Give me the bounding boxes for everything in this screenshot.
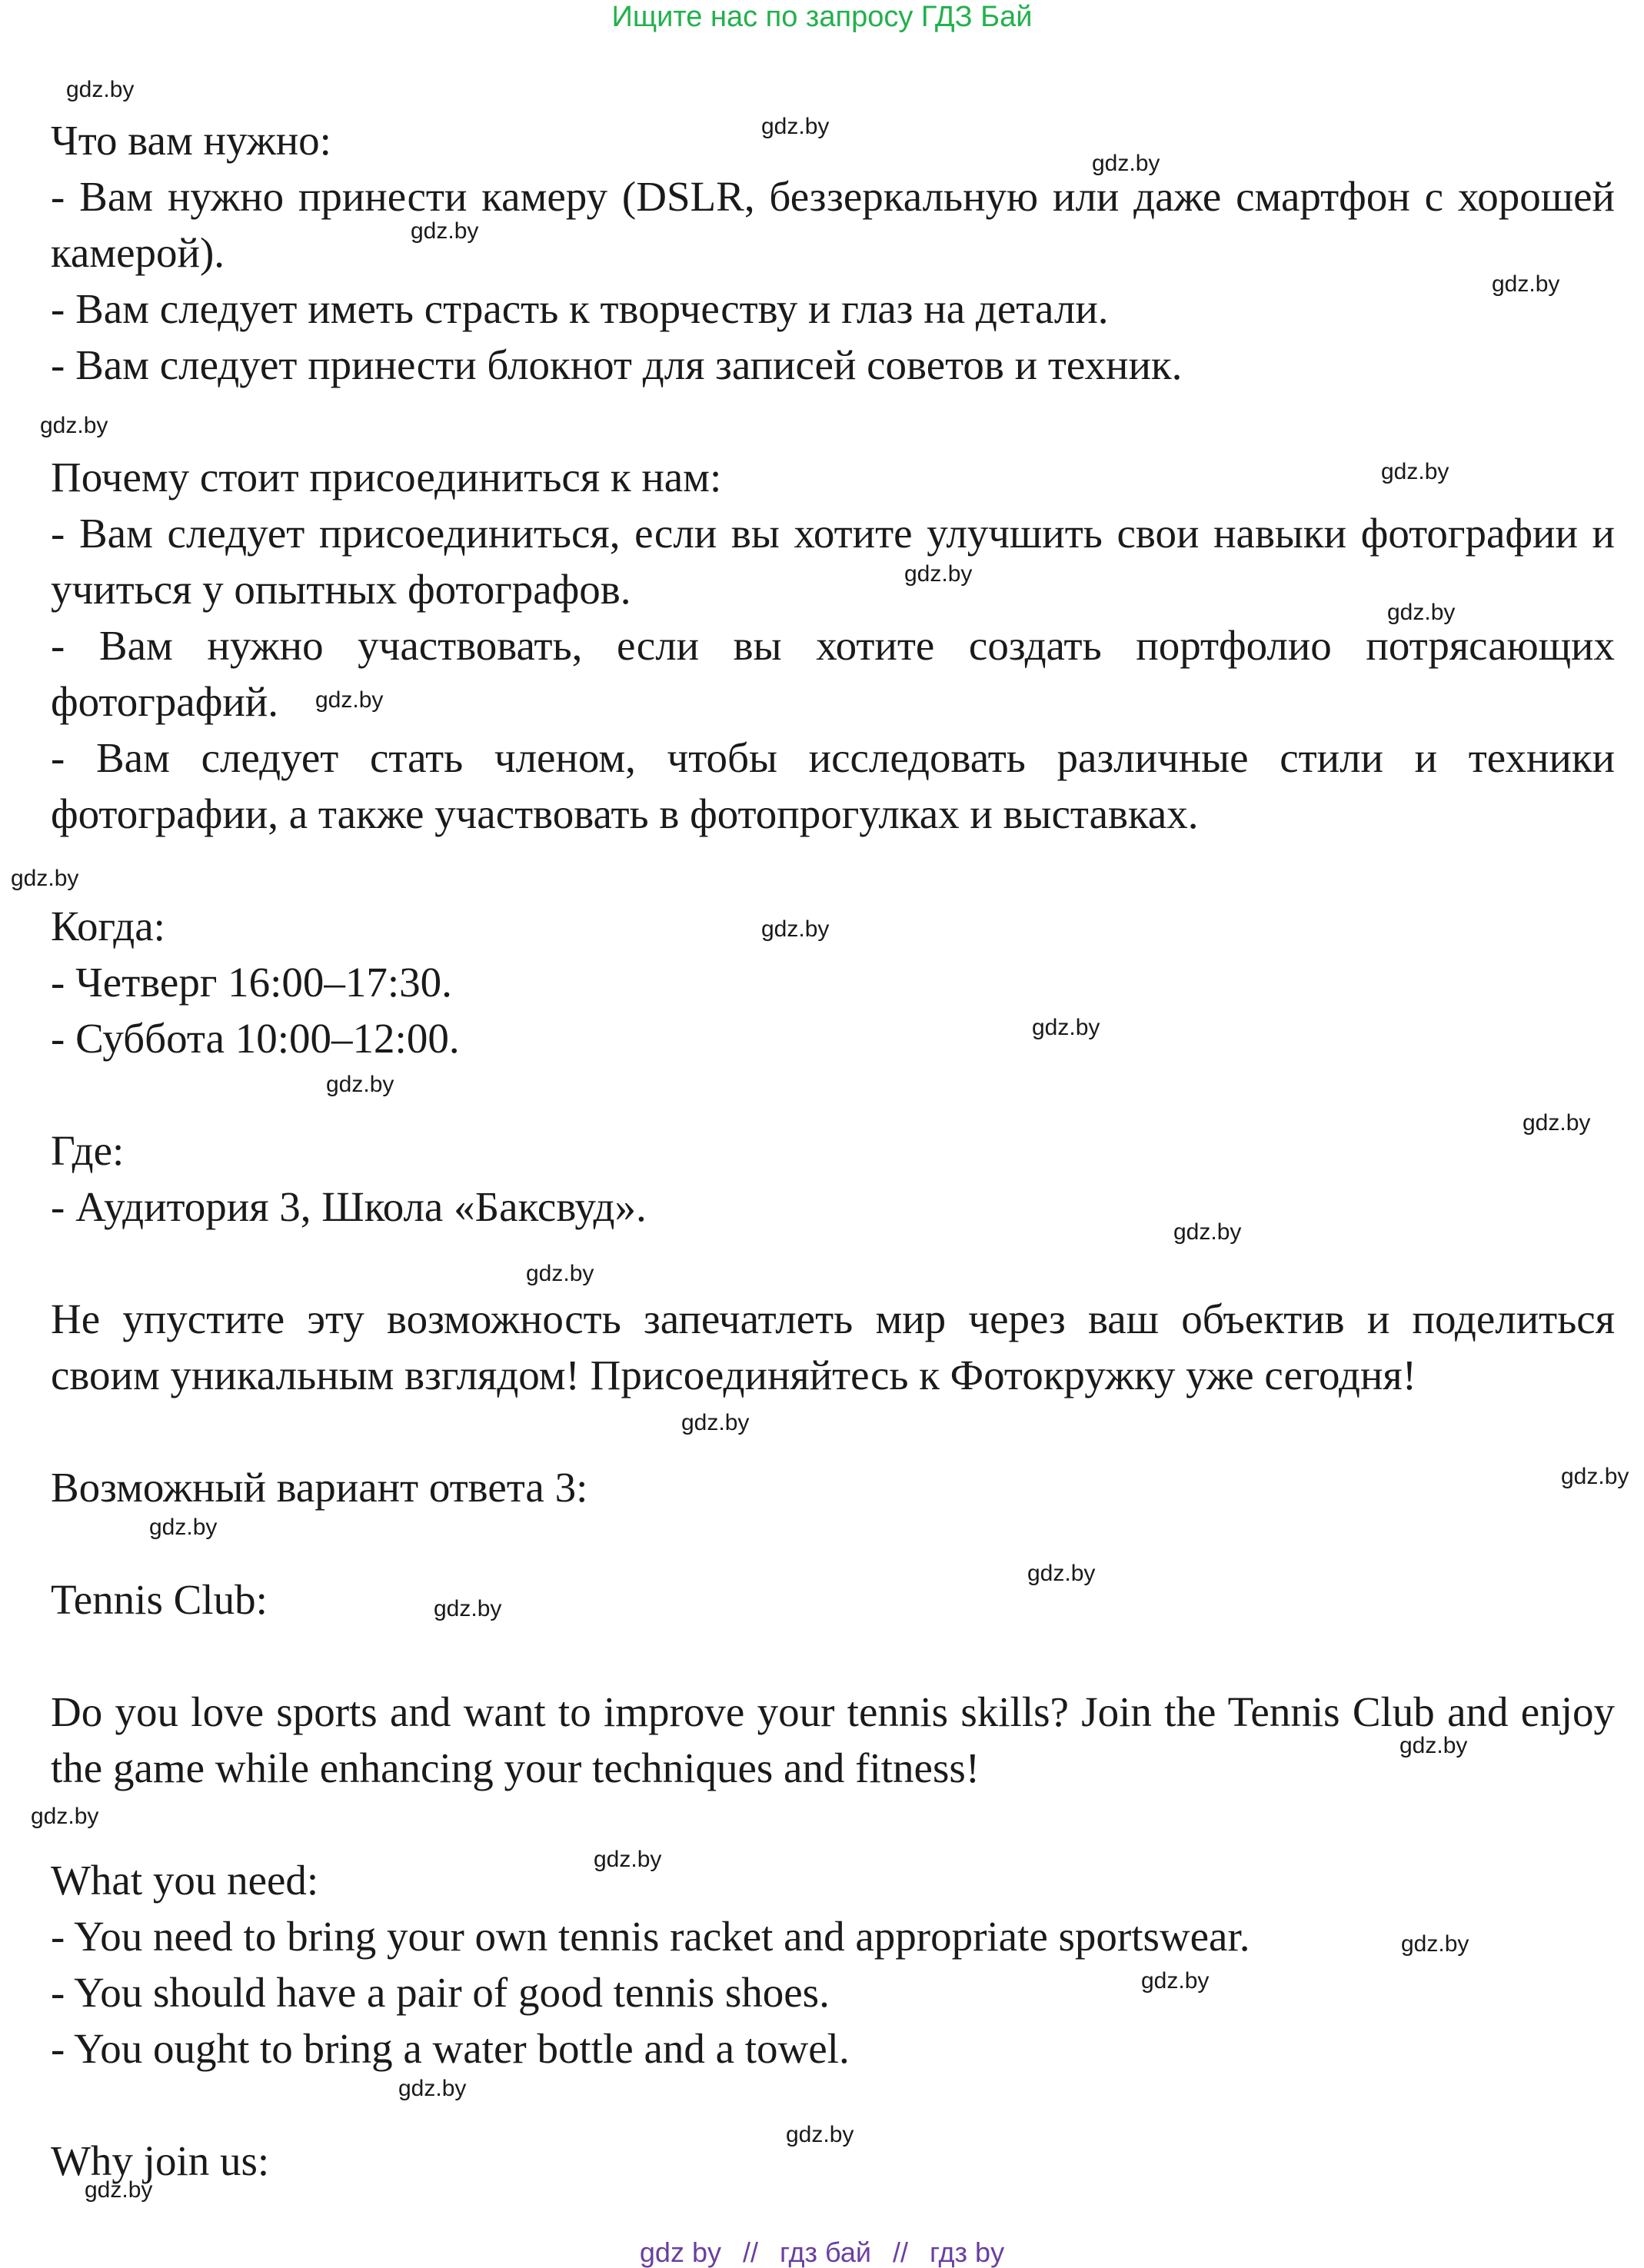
watermark: gdz.by	[315, 687, 384, 713]
watermark: gdz.by	[1032, 1015, 1100, 1040]
list-item: - Вам следует стать членом, чтобы исследовать различные стили и техники фотографии, а также участвовать в фотопрогулках и выставках.	[51, 734, 1615, 837]
answer-variant-heading: Возможный вариант ответа 3:	[51, 1464, 588, 1511]
watermark: gdz.by	[149, 1515, 218, 1540]
watermark: gdz.by	[1173, 1219, 1242, 1245]
top-banner: Ищите нас по запросу ГДЗ Бай	[611, 1, 1033, 33]
watermark: gdz.by	[66, 77, 135, 102]
watermark: gdz.by	[1492, 271, 1560, 297]
list-item: - Вам следует иметь страсть к творчеству и глаз на детали.	[51, 285, 1109, 332]
section-when	[51, 898, 1615, 1066]
watermark: gdz.by	[411, 218, 479, 244]
watermark: gdz.by	[1387, 600, 1456, 625]
list-item: - You ought to bring a water bottle and a towel.	[51, 2025, 850, 2072]
list-item: - Вам следует присоединиться, если вы хотите улучшить свои навыки фотографии и учиться у опытных фотографов.	[51, 510, 1615, 613]
watermark: gdz.by	[1561, 1464, 1629, 1489]
section-heading: Почему стоит присоединиться к нам:	[51, 454, 722, 500]
watermark: gdz.by	[1523, 1110, 1591, 1136]
watermark: gdz.by	[786, 2122, 854, 2147]
list-item: - Вам следует принести блокнот для записей советов и техник.	[51, 341, 1183, 388]
list-item: - Вам нужно принести камеру (DSLR, беззеркальную или даже смартфон с хорошей камерой).	[51, 173, 1615, 276]
list-item: - Аудитория 3, Школа «Баксвуд».	[51, 1183, 647, 1230]
footer-link[interactable]: гдз by	[930, 2236, 1005, 2268]
section-club	[51, 1571, 1615, 1628]
section-variant	[51, 1459, 1615, 1515]
section-need-en	[51, 1852, 1615, 2077]
watermark: gdz.by	[1381, 459, 1449, 484]
watermark: gdz.by	[398, 2076, 467, 2101]
watermark: gdz.by	[594, 1847, 662, 1872]
list-item: - Вам нужно участвовать, если вы хотите создать портфолио потрясающих фотографий.	[51, 622, 1615, 725]
watermark: gdz.by	[526, 1261, 594, 1286]
watermark: gdz.by	[11, 866, 79, 891]
watermark: gdz.by	[31, 1804, 99, 1829]
intro-paragraph: Do you love sports and want to improve your tennis skills? Join the Tennis Club and enjoy the game while enhancing your techniques and fitness!	[51, 1688, 1615, 1791]
watermark: gdz.by	[326, 1072, 394, 1097]
list-item: - Четверг 16:00–17:30.	[51, 959, 452, 1006]
footer-separator: //	[893, 2236, 909, 2268]
watermark: gdz.by	[761, 114, 830, 139]
section-need	[51, 112, 1615, 393]
section-heading: Где:	[51, 1127, 125, 1174]
section-intro	[51, 1684, 1615, 1796]
section-where	[51, 1122, 1615, 1235]
section-heading: Когда:	[51, 903, 165, 949]
section-closing	[51, 1291, 1615, 1403]
section-heading: What you need:	[51, 1857, 319, 1904]
footer-separator: //	[743, 2236, 759, 2268]
list-item: - You need to bring your own tennis racket and appropriate sportswear.	[51, 1913, 1250, 1960]
document-body	[51, 112, 1615, 2189]
footer-links	[0, 2237, 1644, 2268]
section-heading: Why join us:	[51, 2137, 270, 2184]
watermark: gdz.by	[85, 2177, 153, 2203]
footer-link[interactable]: gdz by	[639, 2236, 721, 2268]
watermark: gdz.by	[434, 1596, 502, 1621]
footer-link[interactable]: гдз бай	[780, 2236, 871, 2268]
watermark: gdz.by	[40, 413, 108, 438]
section-why	[51, 449, 1615, 842]
watermark: gdz.by	[1399, 1733, 1468, 1758]
watermark: gdz.by	[1092, 151, 1160, 176]
list-item: - You should have a pair of good tennis shoes.	[51, 1969, 830, 2016]
watermark: gdz.by	[1401, 1931, 1469, 1957]
watermark: gdz.by	[761, 916, 830, 942]
watermark: gdz.by	[904, 561, 973, 587]
club-title: Tennis Club:	[51, 1576, 268, 1623]
watermark: gdz.by	[1027, 1561, 1096, 1586]
closing-paragraph: Не упустите эту возможность запечатлеть мир через ваш объектив и поделиться своим уникальным взглядом! Присоединяйтесь к Фотокружку уже сегодня!	[51, 1295, 1615, 1398]
watermark: gdz.by	[681, 1410, 750, 1435]
section-heading: Что вам нужно:	[51, 117, 331, 164]
list-item: - Суббота 10:00–12:00.	[51, 1015, 460, 1062]
watermark: gdz.by	[1141, 1968, 1210, 1994]
